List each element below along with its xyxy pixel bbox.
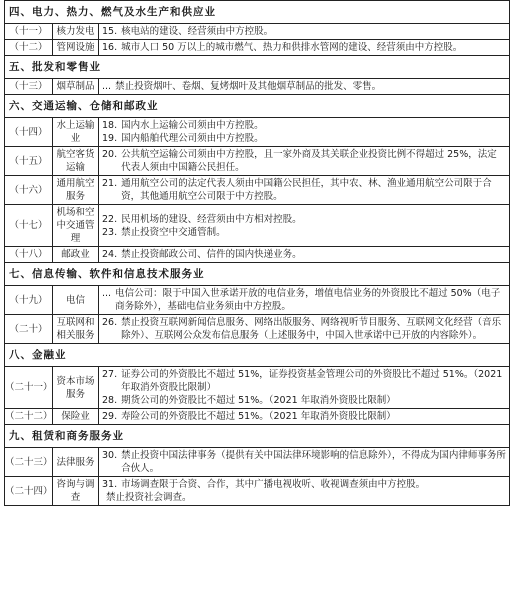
measure-item xyxy=(102,287,506,313)
measure-number: 26. xyxy=(102,317,118,328)
industry-name: 水上运输业 xyxy=(53,118,99,147)
measures-cell xyxy=(99,176,510,205)
section-title: 四、电力、热力、燃气及水生产和供应业 xyxy=(5,1,510,24)
measure-item xyxy=(102,394,506,407)
industry-name: 管网设施 xyxy=(53,40,99,56)
table-row xyxy=(5,247,510,263)
industry-name: 核力发电 xyxy=(53,24,99,40)
measure-number: 30. xyxy=(102,450,118,461)
table-row xyxy=(5,79,510,95)
measure-number: 21. xyxy=(102,178,118,189)
measure-text: 核电站的建设、经营须由中方控股。 xyxy=(121,26,274,37)
measure-number: 19. xyxy=(102,133,118,144)
measure-number: 24. xyxy=(102,249,118,260)
measure-number: ... xyxy=(102,81,112,92)
row-number: （十二） xyxy=(5,40,53,56)
industry-name: 法律服务 xyxy=(53,448,99,477)
table-row xyxy=(5,367,510,409)
table-row xyxy=(5,286,510,315)
section-row xyxy=(5,263,510,286)
industry-name: 邮政业 xyxy=(53,247,99,263)
negative-list-table xyxy=(4,0,510,506)
row-number: （二十三） xyxy=(5,448,53,477)
measure-number: ... xyxy=(102,288,112,299)
section-row xyxy=(5,95,510,118)
row-number: （十九） xyxy=(5,286,53,315)
row-number: （十三） xyxy=(5,79,53,95)
measure-item xyxy=(102,368,506,394)
measure-number: 31. xyxy=(102,479,118,490)
table-row xyxy=(5,448,510,477)
row-number: （十四） xyxy=(5,118,53,147)
table-row xyxy=(5,118,510,147)
measure-text: 禁止投资空中交通管制。 xyxy=(121,226,226,238)
measure-item xyxy=(102,177,506,203)
industry-name: 航空客货运输 xyxy=(53,147,99,176)
measures-cell xyxy=(99,367,510,409)
measure-text: 电信公司：限于中国入世承诺开放的电信业务，增值电信业务的外资股比不超过 50%（电子商务除外），基础电信业务须由中方控股。 xyxy=(115,288,501,312)
measure-item xyxy=(102,316,506,342)
measure-item xyxy=(102,491,506,504)
measure-text: 寿险公司的外资股比不超过 51%。（2021 年取消外资股比限制） xyxy=(121,411,396,422)
measure-number: 27. xyxy=(102,369,118,380)
measures-cell xyxy=(99,448,510,477)
measures-cell xyxy=(99,477,510,506)
measure-item xyxy=(102,132,506,145)
measure-number: 18. xyxy=(102,120,118,131)
measure-text: 期货公司的外资股比不超过 51%。（2021 年取消外资股比限制） xyxy=(121,395,396,406)
row-number: （十七） xyxy=(5,205,53,247)
section-title: 七、信息传输、软件和信息技术服务业 xyxy=(5,263,510,286)
table-row xyxy=(5,24,510,40)
section-row xyxy=(5,56,510,79)
table-row xyxy=(5,176,510,205)
row-number: （十五） xyxy=(5,147,53,176)
measure-text: 禁止投资社会调查。 xyxy=(106,492,192,503)
measure-text: 禁止投资邮政公司、信件的国内快递业务。 xyxy=(121,249,302,260)
industry-name: 机场和空中交通管理 xyxy=(53,205,99,247)
measures-cell xyxy=(99,40,510,56)
measures-cell xyxy=(99,147,510,176)
measure-item xyxy=(102,119,506,132)
measures-cell xyxy=(99,409,510,425)
section-title: 九、租赁和商务服务业 xyxy=(5,425,510,448)
section-title: 六、交通运输、仓储和邮政业 xyxy=(5,95,510,118)
measure-item xyxy=(102,478,506,491)
industry-name: 烟草制品 xyxy=(53,79,99,95)
measure-item xyxy=(102,80,506,93)
measure-number: 22. xyxy=(102,213,118,225)
measures-cell xyxy=(99,315,510,344)
table-row xyxy=(5,205,510,247)
measure-item xyxy=(102,226,506,239)
measure-text: 禁止投资烟叶、卷烟、复烤烟叶及其他烟草制品的批发、零售。 xyxy=(115,81,382,92)
section-row xyxy=(5,1,510,24)
measure-number: 20. xyxy=(102,149,118,160)
measure-text: 国内水上运输公司须由中方控股。 xyxy=(121,120,264,131)
measures-cell xyxy=(99,286,510,315)
measure-item xyxy=(102,410,506,423)
row-number: （二十四） xyxy=(5,477,53,506)
measures-cell xyxy=(99,205,510,247)
row-number: （十六） xyxy=(5,176,53,205)
measure-text: 民用机场的建设、经营须由中方相对控股。 xyxy=(121,213,302,225)
measure-text: 证券公司的外资股比不超过 51%，证券投资基金管理公司的外资股比不超过 51%。（2021 年取消外资股比限制） xyxy=(121,369,503,393)
measures-cell xyxy=(99,24,510,40)
section-row xyxy=(5,425,510,448)
measure-number: 28. xyxy=(102,395,118,406)
row-number: （二十） xyxy=(5,315,53,344)
measure-item xyxy=(102,248,506,261)
industry-name: 互联网和相关服务 xyxy=(53,315,99,344)
document xyxy=(4,0,510,506)
industry-name: 电信 xyxy=(53,286,99,315)
measure-text: 城市人口 50 万以上的城市燃气、热力和供排水管网的建设、经营须由中方控股。 xyxy=(121,42,463,53)
section-title: 八、金融业 xyxy=(5,344,510,367)
table-row xyxy=(5,315,510,344)
measure-item xyxy=(102,25,506,38)
measure-number: 15. xyxy=(102,26,118,37)
measure-text: 通用航空公司的法定代表人须由中国籍公民担任，其中农、林、渔业通用航空公司限于合资，其他通用航空公司限于中方控股。 xyxy=(121,178,492,202)
measures-cell xyxy=(99,118,510,147)
measure-item xyxy=(102,41,506,54)
row-number: （十八） xyxy=(5,247,53,263)
row-number: （二十一） xyxy=(5,367,53,409)
industry-name: 保险业 xyxy=(53,409,99,425)
measure-text: 国内船舶代理公司须由中方控股。 xyxy=(121,133,264,144)
measure-item xyxy=(102,449,506,475)
table-row xyxy=(5,147,510,176)
section-title: 五、批发和零售业 xyxy=(5,56,510,79)
measure-item xyxy=(102,213,506,226)
measure-number: 23. xyxy=(102,226,118,238)
measure-number: 16. xyxy=(102,42,118,53)
measure-text: 公共航空运输公司须由中方控股，且一家外商及其关联企业投资比例不得超过 25%，法定代表人须由中国籍公民担任。 xyxy=(121,149,497,173)
industry-name: 资本市场服务 xyxy=(53,367,99,409)
row-number: （二十二） xyxy=(5,409,53,425)
measure-item xyxy=(102,148,506,174)
measure-text: 市场调查限于合资、合作，其中广播电视收听、收视调查须由中方控股。 xyxy=(121,479,426,490)
table-row xyxy=(5,477,510,506)
industry-name: 通用航空服务 xyxy=(53,176,99,205)
row-number: （十一） xyxy=(5,24,53,40)
measures-cell xyxy=(99,247,510,263)
measure-number: 29. xyxy=(102,411,118,422)
measure-text: 禁止投资互联网新闻信息服务、网络出版服务、网络视听节目服务、互联网文化经营（音乐除外）、互联网公众发布信息服务（上述服务中，中国入世承诺中已开放的内容除外）。 xyxy=(121,317,502,341)
industry-name: 咨询与调查 xyxy=(53,477,99,506)
table-row xyxy=(5,40,510,56)
measure-text: 禁止投资中国法律事务（提供有关中国法律环境影响的信息除外），不得成为国内律师事务所合伙人。 xyxy=(121,450,506,474)
table-row xyxy=(5,409,510,425)
measures-cell xyxy=(99,79,510,95)
section-row xyxy=(5,344,510,367)
